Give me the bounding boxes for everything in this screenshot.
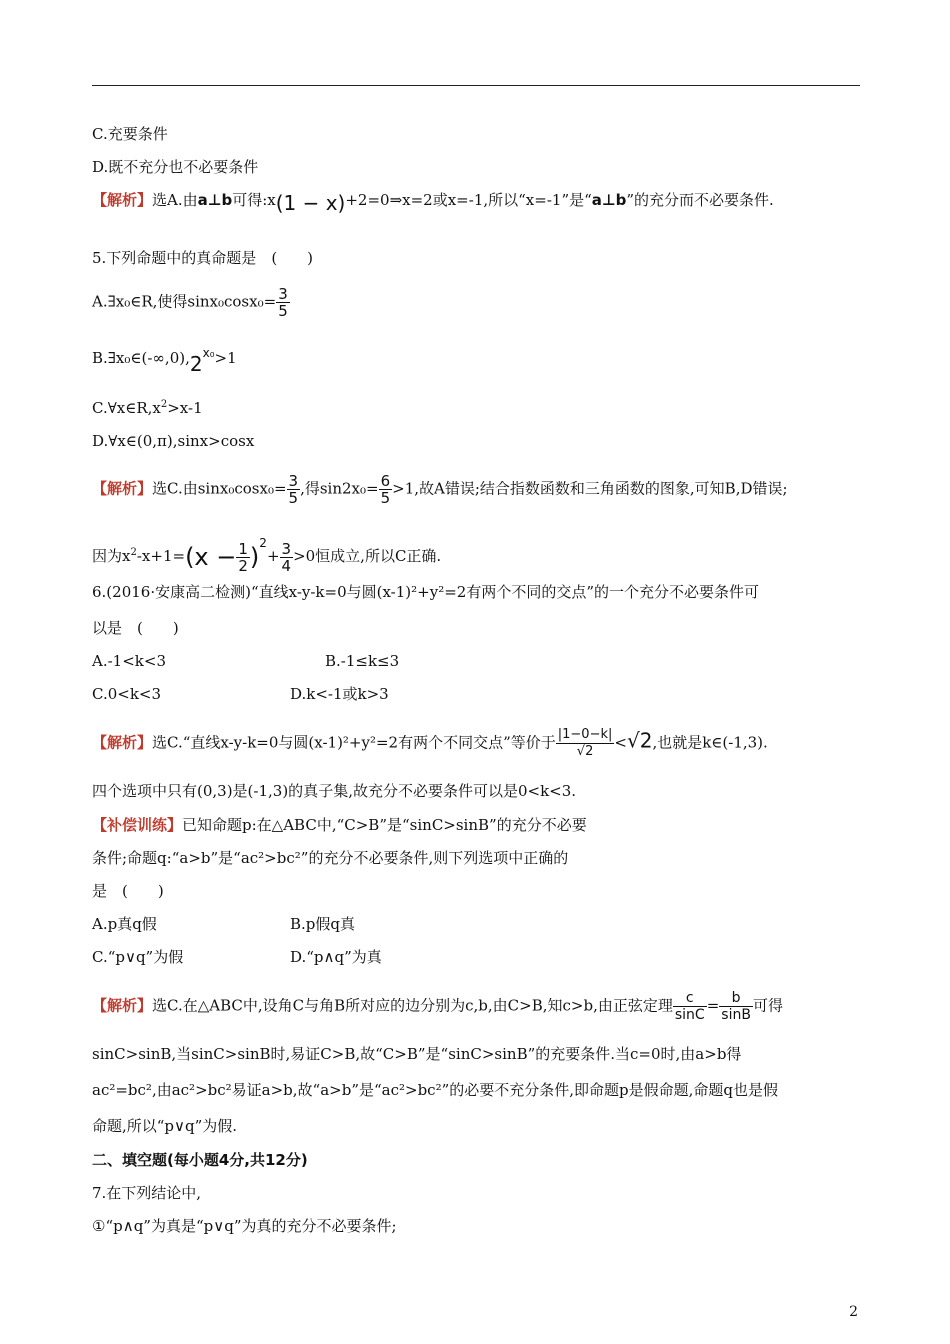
solution-tag: 【解析】: [92, 479, 153, 498]
fraction-3-5: $\frac{3}{5}$: [288, 472, 299, 507]
header-rule: [92, 85, 860, 86]
q6-solution-line2: 四个选项中只有(0,3)是(-1,3)的真子集,故充分不必要条件可以是0<k<3.: [92, 782, 577, 800]
fraction-6-5: $\frac{6}{5}$: [380, 472, 391, 507]
extra-stem-line3: 是 ( ): [92, 882, 164, 900]
q6-option-c: C.0<k<3: [92, 685, 162, 703]
q5-option-d: D.∀x∈(0,π),sinx>cosx: [92, 432, 255, 450]
q6-option-b: B.-1≤k≤3: [325, 652, 400, 670]
extra-tag: 【补偿训练】: [92, 816, 183, 834]
q6-stem-line1: 6.(2016·安康高二检测)“直线x-y-k=0与圆(x-1)²+y²=2有两个不同的交点”的一个充分不必要条件可: [92, 583, 759, 601]
q5-stem: 5.下列命题中的真命题是 ( ): [92, 249, 314, 267]
q4-option-d: D.既不充分也不必要条件: [92, 158, 259, 176]
extra-solution-line4: 命题,所以“p∨q”为假.: [92, 1117, 238, 1135]
page-number: 2: [849, 1304, 858, 1320]
solution-tag: 【解析】: [92, 191, 153, 209]
q7-stem: 7.在下列结论中,: [92, 1184, 202, 1202]
q6-option-a: A.-1<k<3: [92, 652, 166, 670]
q6-option-d: D.k<-1或k>3: [290, 685, 389, 703]
section-heading: 二、填空题(每小题4分,共12分): [92, 1151, 308, 1169]
solution-tag: 【解析】: [92, 996, 153, 1015]
extra-option-b: B.p假q真: [290, 915, 355, 933]
sqrt-2: √2: [626, 728, 653, 753]
fraction-b-sinb: $\frac{b}{\sin B}$: [721, 990, 751, 1023]
fraction-abs-over-sqrt2: $\frac{|1-0-k|}{√2}$: [557, 727, 613, 759]
extra-option-c: C.“p∨q”为假: [92, 948, 184, 966]
q4-option-c: C.充要条件: [92, 125, 168, 143]
extra-stem-line2: 条件;命题q:“a>b”是“ac²>bc²”的充分不必要条件,则下列选项中正确的: [92, 849, 569, 867]
q5-option-b: $B.\exists x_0\in(-\infty,0),2^{x_0}>1$: [92, 346, 237, 376]
extra-solution-line1: 【解析】选C.在△ABC中,设角C与角B所对应的边分别为c,b,由C>B,知c>b,由正弦定理 $\frac{c}{\sin C}$ = $\frac{b}{\sin B}$ 可得: [92, 990, 783, 1023]
q5-option-a: A.∃x₀∈R,使得sinx₀cosx₀= $\frac{3}{5}$: [92, 285, 288, 320]
q7-item-1: ①“p∧q”为真是“p∨q”为真的充分不必要条件;: [92, 1217, 397, 1235]
q6-stem-line2: 以是 ( ): [92, 619, 179, 637]
q5-solution-line2: 因为$x^2-x+1=(x$ − $\frac{1}{2}$ )$^2$+ $\frac{3}{4}$ >0恒成立,所以C正确.: [92, 536, 442, 575]
extra-stem-line1: 【补偿训练】已知命题p:在△ABC中,“C>B”是“sinC>sinB”的充分不必要: [92, 816, 587, 834]
fraction-3-4: $\frac{3}{4}$: [281, 539, 292, 575]
fraction-c-sinc: $\frac{c}{\sin C}$: [674, 990, 705, 1023]
solution-tag: 【解析】: [92, 733, 153, 752]
extra-solution-line2: sinC>sinB,当sinC>sinB时,易证C>B,故“C>B”是“sinC>sinB”的充要条件.当c=0时,由a>b得: [92, 1045, 742, 1063]
extra-solution-line3: ac²=bc²,由ac²>bc²易证a>b,故“a>b”是“ac²>bc²”的必要不充分条件,即命题p是假命题,命题q也是假: [92, 1081, 779, 1099]
fraction-3-5: $\frac{3}{5}$: [278, 285, 288, 320]
extra-option-d: D.“p∧q”为真: [290, 948, 382, 966]
q4-solution: 【解析】选A.由a⊥b可得:x(1 − x)+2=0⇒x=2或x=-1,所以“x=-1”是“a⊥b”的充分而不必要条件.: [92, 191, 774, 215]
formula-1-minus-x: (1 − x): [275, 191, 346, 215]
q5-option-c: $C.\forall x\in R,x^2>x-1$: [92, 399, 203, 417]
extra-option-a: A.p真q假: [92, 915, 157, 933]
q5-solution-line1: 【解析】选C.由sinx₀cosx₀= $\frac{3}{5}$ ,得sin2x₀= $\frac{6}{5}$ >1,故A错误;结合指数函数和三角函数的图象,可知B,D错误;: [92, 472, 788, 507]
q6-solution-line1: 【解析】选C.“直线x-y-k=0与圆(x-1)²+y²=2有两个不同交点”等价于 $\frac{|1-0-k|}{√2}$ <√2,也就是k∈(-1,3).: [92, 727, 768, 759]
fraction-1-2: $\frac{1}{2}$: [238, 539, 248, 575]
